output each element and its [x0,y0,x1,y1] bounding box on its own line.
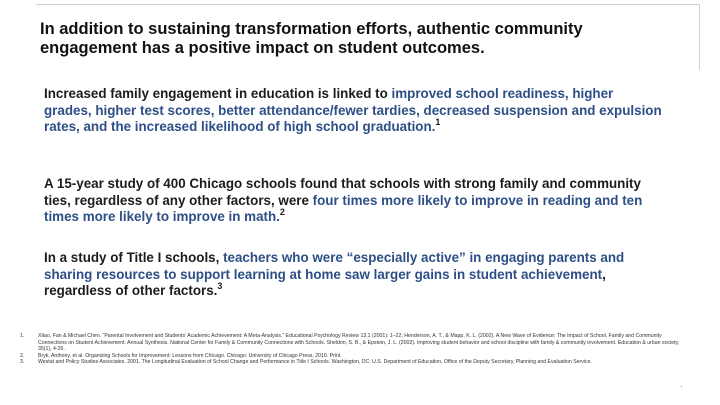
footnote-marker: 3 [217,280,223,291]
paragraph-text: Increased family engagement in education is linked to [44,86,392,101]
finding-paragraph-3 [44,250,664,300]
right-divider [699,4,700,70]
paragraph-highlight: four times more likely to improve in reading and ten times more likely to improve in math. [44,192,643,225]
reference-item [20,359,690,366]
finding-paragraph-2 [44,176,664,226]
references-list [20,333,690,366]
reference-item [20,333,690,353]
finding-paragraph-1 [44,86,664,136]
footnote-marker: 2 [279,206,285,217]
top-divider [36,4,700,5]
reference-text: Bryk, Anthony, et al. Organizing Schools for Improvement: Lessons from Chicago. Chicago: University of Chicago Press, 2010. Print. [38,352,342,359]
reference-text: Westat and Policy Studies Associates. 2001. The Longitudinal Evaluation of School Change and Performance in Title I Schools. Washington, DC: U.S. Department of Education, Office of the Deputy Secretary, Planning and Evaluation Service. [38,359,592,366]
reference-text: Xitao, Fan & Michael Chen. “Parental Involvement and Students’ Academic Achievement: A Meta-Analysis.” Educational Psychology Review 13.1 (2001): 1–22; Henderson, A. T., & Mapp, K. L. (2002). A New Wave of Evidence: The Impact of School, Family and Community Connections on Student Achievement. Annual Synthesis. National Center for Family & Community Connections with Schools. Sheldon, S. B., & Epstein, J. L. (2002). Improving student behavior and school discipline with family & community involvement. Education & urban society, 35(1), 4-26. [38,333,680,353]
paragraph-text: In a study of Title I schools, [44,250,224,265]
slide-title: In addition to sustaining transformation efforts, authentic community engagement has a positive impact on student outcomes. [40,20,583,57]
paragraph-highlight: teachers who were “especially active” in engaging parents and sharing resources to support learning at home saw larger gains in student achievement [44,250,625,282]
paragraph-text-tail: , regardless of other factors. [44,266,606,299]
corner-mark: · [680,382,683,391]
paragraph-text: A 15-year study of 400 Chicago schools found that schools with strong family and community ties, regardless of any other factors, were [44,176,641,208]
reference-number: 3. [20,359,25,366]
footnote-marker: 1 [435,116,441,127]
reference-item [20,353,690,360]
paragraph-highlight: improved school readiness, higher grades, higher test scores, better attendance/fewer tardies, decreased suspension and expulsion rates, and the increased likelihood of high school graduation. [44,86,662,135]
reference-number: 2. [20,352,25,359]
reference-number: 1. [20,333,25,339]
